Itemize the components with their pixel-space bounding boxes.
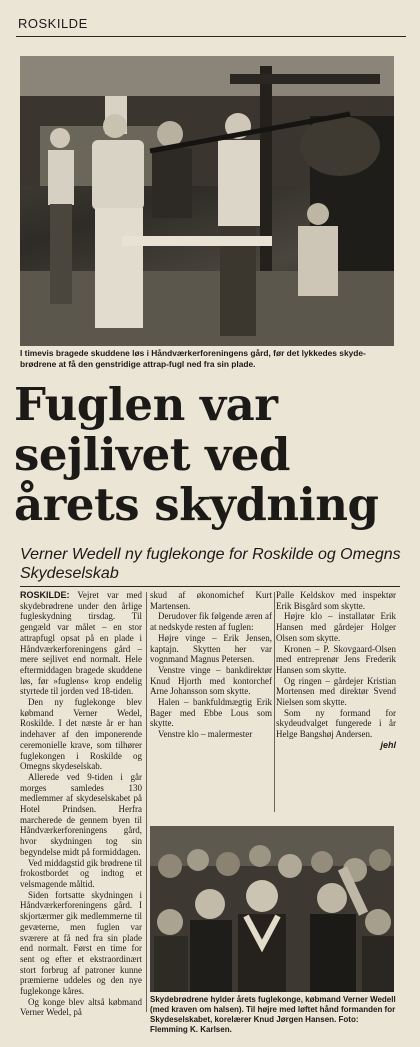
shooting-photo — [20, 56, 394, 346]
paragraph: Derudover fik følgende æren af at nedskyde resten af fuglen: — [150, 611, 272, 633]
headline — [14, 380, 414, 530]
article-column-1 — [20, 590, 142, 1018]
paragraph: Palle Keldskov med inspektør Erik Bisgård som skytte. — [276, 590, 396, 611]
photo-caption: Skydebrødrene hylder årets fuglekonge, købmand Verner Wedell (med kraven om halsen). Til højre med løftet hånd formanden for Skydeselskabet, korelærer Knud Jørgen Hansen. Foto: Flemming K. Karlsen. — [150, 995, 396, 1034]
column-divider — [274, 592, 275, 812]
paragraph: Højre vinge – Erik Jensen, kaptajn. Skytten her var vognmand Magnus Petersen. — [150, 632, 272, 665]
section-rule — [16, 36, 406, 37]
paragraph: Halen – bankfuldmægtig Erik Bager med Ebbe Lous som skytte. — [150, 697, 272, 729]
article-column-3 — [276, 590, 396, 751]
paragraph: Ved middagstid gik brødrene til frokostbordet og indtog et velsmagende måltid. — [20, 857, 142, 889]
paragraph: Og konge blev altså købmand Verner Wedel, på — [20, 996, 142, 1018]
article-column-2 — [150, 590, 272, 740]
headline-line: årets skydning — [14, 478, 379, 531]
subheadline-rule — [20, 586, 400, 587]
column-divider — [146, 592, 147, 1012]
paragraph: Den ny fuglekonge blev købmand Verner Wedel, Roskilde. I det næste år er han indehaver af den imponerende ceremonielle krave, som tilhører fuglekongen i Roskilde og Omegns skydeselskab. — [20, 697, 142, 772]
paragraph: Venstre vinge – bankdirektør Knud Hjorth med kontorchef Arne Johansson som skytte. — [150, 664, 272, 697]
paragraph: skud af økonomichef Kurt Martensen. — [150, 590, 272, 611]
author-signature: jehl — [380, 739, 396, 750]
paragraph: Allerede ved 9-tiden i går morges samledes 130 medlemmer af skydeselskabet på Hotel Prindsen. Herfra marcherede de gennem byen til Håndværkerforeningens gård, hvor skydningen tog sin begyndelse midt på formiddagen. — [20, 771, 142, 857]
headline-line: Fuglen var — [14, 378, 278, 431]
paragraph: Som ny formand for skydeudvalget fungerede i år Helge Bangshøj Andersen. — [276, 707, 396, 740]
paragraph: Og ringen – gårdejer Kristian Mortensen med direktør Svend Nielsen som skytte. — [276, 675, 396, 708]
paragraph: Højre klo – installatør Erik Hansen med gårdejer Holger Olsen som skytte. — [276, 611, 396, 643]
paragraph-text: Vejret var med skydebrødrene under den årlige fugleskydning tirsdag. Til gengæld var målet – en stor attrapfugl opsat på en plade i Håndværkerforeningens gård – mere sejlivet end normalt. Hele eftermiddagen bragede skuddene løs, før »fuglens« krop endelig styrtede til jorden ved 18-tiden. — [20, 590, 142, 697]
dateline: ROSKILDE: — [20, 590, 70, 600]
paragraph: Kronen – P. Skovgaard-Olsen med entreprenør Jens Frederik Hansen som skytte. — [276, 643, 396, 675]
section-label: ROSKILDE — [18, 16, 88, 31]
subheadline: Verner Wedell ny fuglekonge for Roskilde og Omegns Skydeselskab — [20, 546, 401, 582]
paragraph: Siden fortsatte skydningen i Håndværkerforeningens gård. I skjortærmer gik medlemmerne til gevæterne, men fuglen var sværere at få ned fra sin plade end normalt. Først en time for sent og efter et ekstraordinært stort forbrug af patroner kunne præmierne uddeles og den nye fuglekonge kåres. — [20, 889, 142, 997]
headline-line: sejlivet ved — [14, 428, 290, 481]
photo-caption: I timevis bragede skuddene løs i Håndværkerforeningens gård, før det lykkedes skyde-brødrene at få den genstridige attrap-fugl ned fra sin plade. — [20, 348, 366, 369]
paragraph: Venstre klo – malermester — [158, 729, 253, 740]
paragraph — [20, 590, 142, 697]
crowd-photo — [150, 826, 394, 992]
